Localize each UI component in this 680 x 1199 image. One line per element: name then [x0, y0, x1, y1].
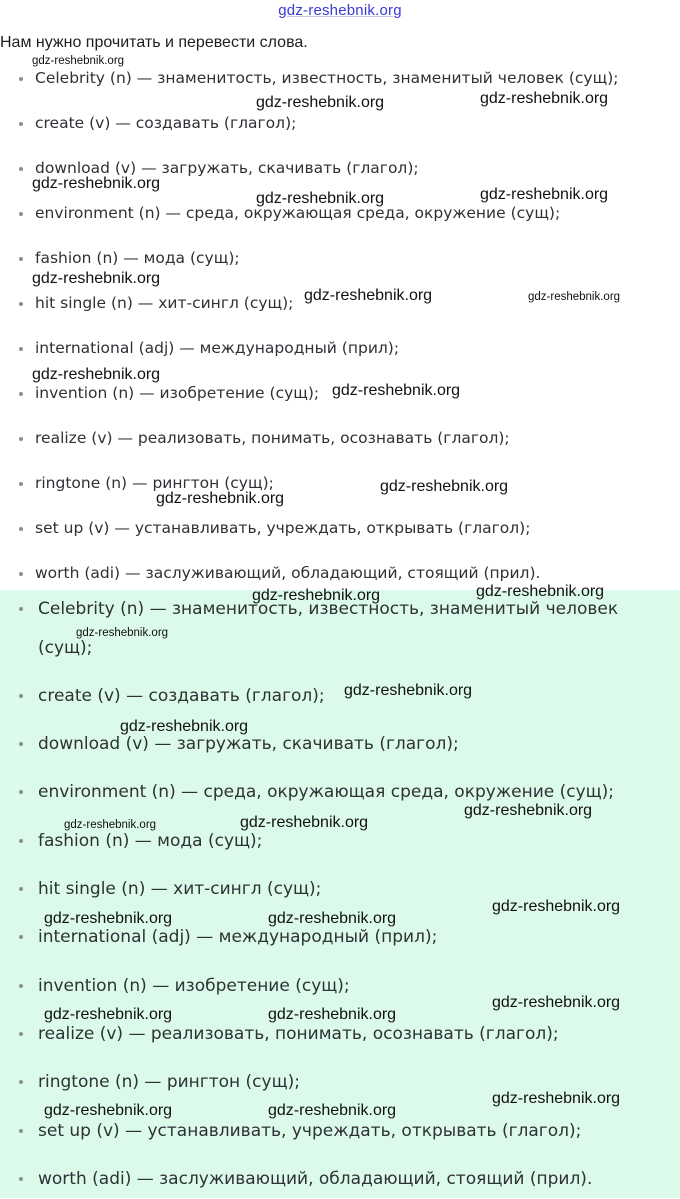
watermark: gdz-reshebnik.org — [492, 1090, 621, 1107]
watermark: gdz-reshebnik.org — [120, 718, 249, 735]
watermark: gdz-reshebnik.org — [32, 55, 125, 67]
intro-text: Нам нужно прочитать и перевести слова. — [0, 34, 308, 51]
watermark: gdz-reshebnik.org — [252, 587, 381, 604]
bullet-icon — [19, 572, 23, 576]
watermark: gdz-reshebnik.org — [76, 627, 169, 639]
bullet-icon — [19, 122, 23, 126]
bullet-icon — [19, 347, 23, 351]
watermark: gdz-reshebnik.org — [256, 94, 385, 111]
watermark: gdz-reshebnik.org — [464, 802, 593, 819]
bullet-icon — [19, 887, 23, 891]
watermark: gdz-reshebnik.org — [332, 382, 461, 399]
bullet-icon — [19, 167, 23, 171]
watermark: gdz-reshebnik.org — [480, 186, 609, 203]
bullet-icon — [19, 257, 23, 261]
bullet-icon — [19, 437, 23, 441]
bullet-icon — [19, 302, 23, 306]
watermark: gdz-reshebnik.org — [492, 898, 621, 915]
bullet-icon — [19, 77, 23, 81]
watermark: gdz-reshebnik.org — [480, 90, 609, 107]
bullet-icon — [19, 935, 23, 939]
bullet-icon — [19, 212, 23, 216]
watermark: gdz-reshebnik.org — [44, 1006, 173, 1023]
watermark: gdz-reshebnik.org — [268, 1006, 397, 1023]
bullet-icon — [19, 790, 23, 794]
bullet-icon — [19, 607, 23, 611]
watermark: gdz-reshebnik.org — [32, 175, 161, 192]
watermark: gdz-reshebnik.org — [44, 1102, 173, 1119]
watermark: gdz-reshebnik.org — [268, 1102, 397, 1119]
bullet-icon — [19, 482, 23, 486]
watermark: gdz-reshebnik.org — [32, 270, 161, 287]
bullet-icon — [19, 984, 23, 988]
bullet-icon — [19, 1080, 23, 1084]
bullet-icon — [19, 1032, 23, 1036]
bullet-icon — [19, 527, 23, 531]
watermark: gdz-reshebnik.org — [304, 287, 433, 304]
watermark: gdz-reshebnik.org — [64, 819, 157, 831]
watermark: gdz-reshebnik.org — [32, 366, 161, 383]
watermark: gdz-reshebnik.org — [240, 814, 369, 831]
watermark: gdz-reshebnik.org — [156, 490, 285, 507]
watermark: gdz-reshebnik.org — [344, 682, 473, 699]
bullet-icon — [19, 1129, 23, 1133]
watermark: gdz-reshebnik.org — [256, 190, 385, 207]
watermark: gdz-reshebnik.org — [492, 994, 621, 1011]
watermark: gdz-reshebnik.org — [44, 910, 173, 927]
bullet-icon — [19, 392, 23, 396]
watermark: gdz-reshebnik.org — [528, 291, 621, 303]
watermark: gdz-reshebnik.org — [380, 478, 509, 495]
watermark: gdz-reshebnik.org — [476, 583, 605, 600]
watermark: gdz-reshebnik.org — [268, 910, 397, 927]
site-title-link[interactable]: gdz-reshebnik.org — [278, 2, 402, 19]
bullet-icon — [19, 694, 23, 698]
bullet-icon — [19, 839, 23, 843]
bullet-icon — [19, 742, 23, 746]
bullet-icon — [19, 1177, 23, 1181]
